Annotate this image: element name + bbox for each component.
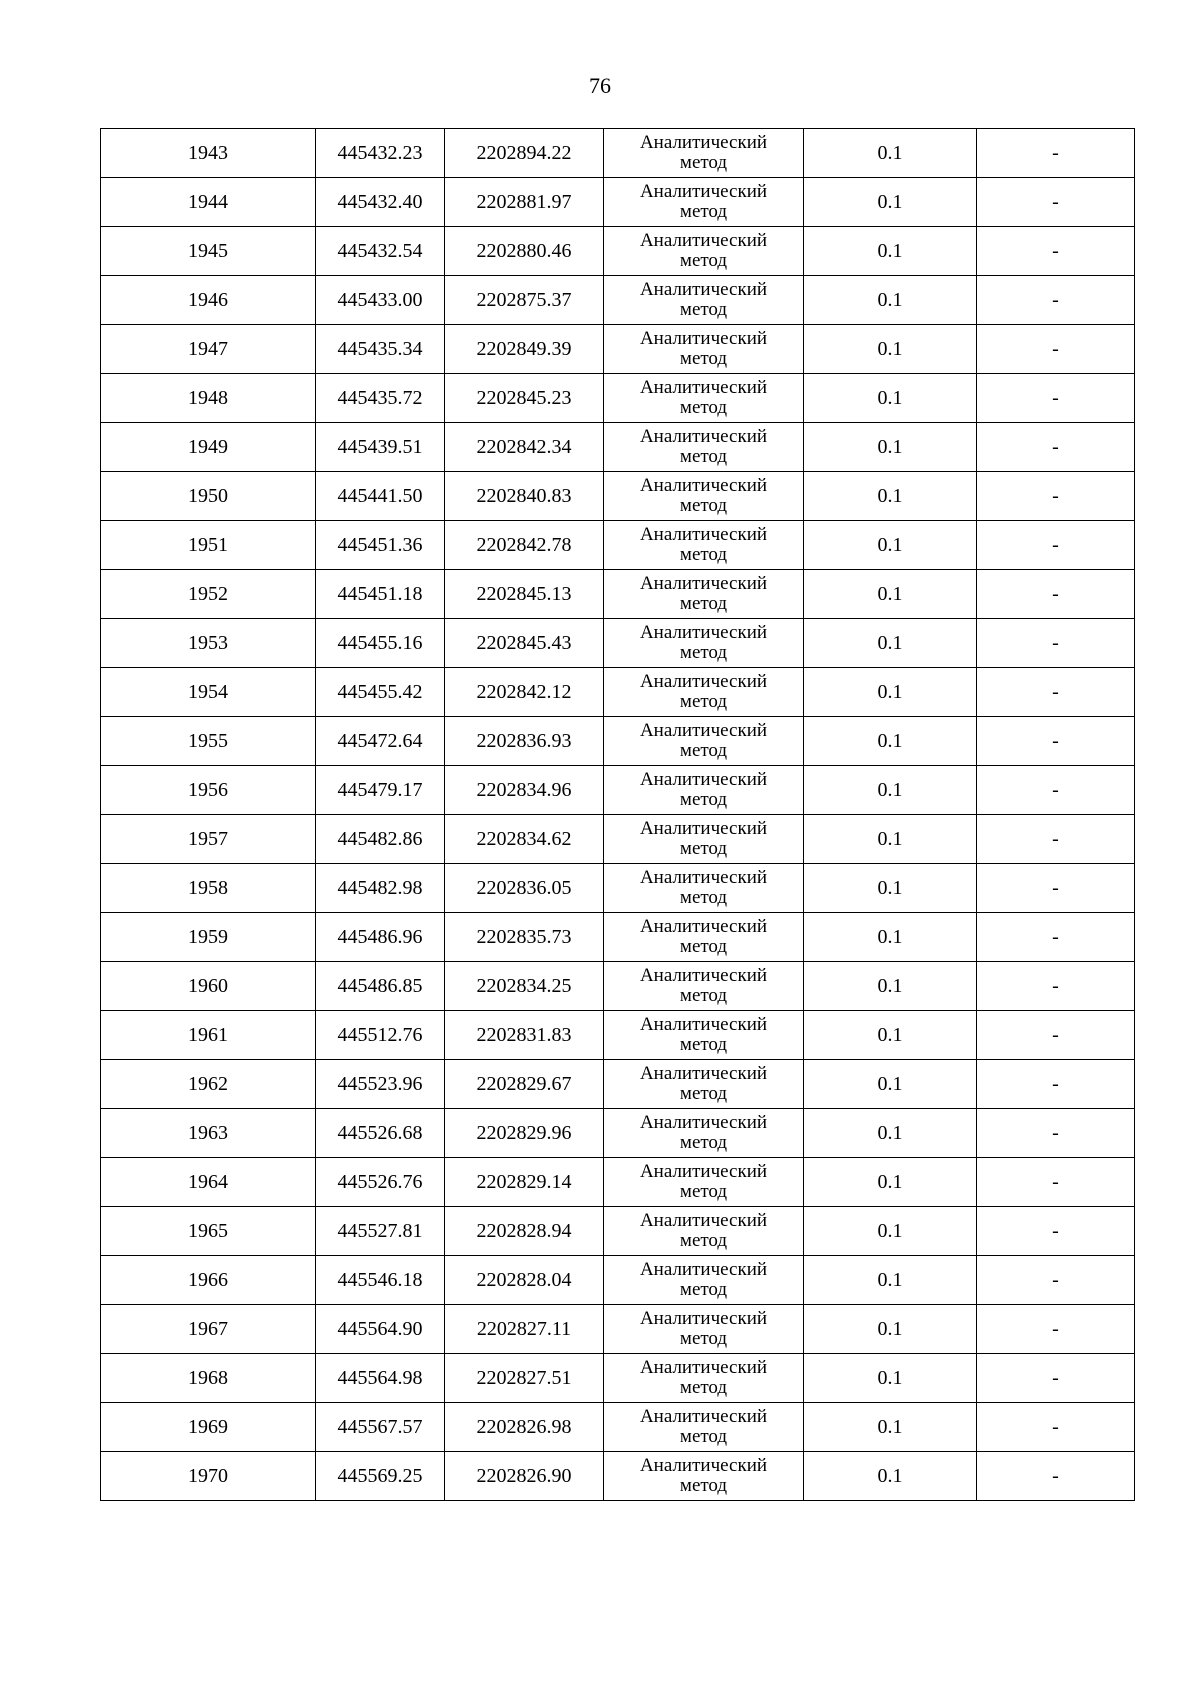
x-coordinate-cell: 445432.40 [316,178,445,227]
method-line-1: Аналитический [639,328,768,349]
method-cell [604,423,804,472]
method-line-2: метод [679,250,728,271]
point-number-cell: 1951 [101,521,316,570]
point-number-cell: 1953 [101,619,316,668]
accuracy-cell: 0.1 [804,815,977,864]
note-cell: - [977,1011,1135,1060]
table-row [101,1354,1135,1403]
method-cell [604,129,804,178]
table-row [101,1256,1135,1305]
x-coordinate-cell: 445564.98 [316,1354,445,1403]
table-row [101,1109,1135,1158]
point-number-cell: 1952 [101,570,316,619]
x-coordinate-cell: 445432.54 [316,227,445,276]
method-line-1: Аналитический [639,818,768,839]
note-cell: - [977,374,1135,423]
note-cell: - [977,913,1135,962]
method-cell [604,815,804,864]
table-row [101,325,1135,374]
note-cell: - [977,619,1135,668]
x-coordinate-cell: 445435.72 [316,374,445,423]
y-coordinate-cell: 2202829.14 [445,1158,604,1207]
x-coordinate-cell: 445486.85 [316,962,445,1011]
table-row [101,1452,1135,1501]
y-coordinate-cell: 2202881.97 [445,178,604,227]
coordinates-table-body [101,129,1135,1501]
y-coordinate-cell: 2202827.11 [445,1305,604,1354]
method-line-1: Аналитический [639,1063,768,1084]
method-cell [604,374,804,423]
point-number-cell: 1944 [101,178,316,227]
table-row [101,1158,1135,1207]
y-coordinate-cell: 2202845.43 [445,619,604,668]
point-number-cell: 1962 [101,1060,316,1109]
page-number: 76 [589,73,611,98]
note-cell: - [977,423,1135,472]
note-cell: - [977,1207,1135,1256]
y-coordinate-cell: 2202842.78 [445,521,604,570]
x-coordinate-cell: 445479.17 [316,766,445,815]
note-cell: - [977,472,1135,521]
method-line-2: метод [679,1181,728,1202]
table-row [101,1011,1135,1060]
method-cell [604,1207,804,1256]
x-coordinate-cell: 445432.23 [316,129,445,178]
point-number-cell: 1948 [101,374,316,423]
y-coordinate-cell: 2202849.39 [445,325,604,374]
method-line-1: Аналитический [639,1308,768,1329]
method-line-1: Аналитический [639,1161,768,1182]
table-row [101,570,1135,619]
method-line-1: Аналитический [639,965,768,986]
y-coordinate-cell: 2202834.96 [445,766,604,815]
method-line-2: метод [679,544,728,565]
method-cell [604,619,804,668]
y-coordinate-cell: 2202880.46 [445,227,604,276]
method-line-2: метод [679,495,728,516]
x-coordinate-cell: 445472.64 [316,717,445,766]
accuracy-cell: 0.1 [804,619,977,668]
note-cell: - [977,129,1135,178]
x-coordinate-cell: 445526.68 [316,1109,445,1158]
y-coordinate-cell: 2202840.83 [445,472,604,521]
accuracy-cell: 0.1 [804,1011,977,1060]
note-cell: - [977,1403,1135,1452]
y-coordinate-cell: 2202829.67 [445,1060,604,1109]
x-coordinate-cell: 445433.00 [316,276,445,325]
y-coordinate-cell: 2202827.51 [445,1354,604,1403]
y-coordinate-cell: 2202831.83 [445,1011,604,1060]
x-coordinate-cell: 445512.76 [316,1011,445,1060]
coordinates-table [100,128,1135,1501]
method-cell [604,1060,804,1109]
note-cell: - [977,276,1135,325]
method-line-1: Аналитический [639,1406,768,1427]
y-coordinate-cell: 2202826.98 [445,1403,604,1452]
x-coordinate-cell: 445569.25 [316,1452,445,1501]
accuracy-cell: 0.1 [804,129,977,178]
method-line-2: метод [679,593,728,614]
method-cell [604,1403,804,1452]
y-coordinate-cell: 2202835.73 [445,913,604,962]
note-cell: - [977,570,1135,619]
method-line-2: метод [679,789,728,810]
y-coordinate-cell: 2202845.23 [445,374,604,423]
accuracy-cell: 0.1 [804,1452,977,1501]
method-cell [604,1109,804,1158]
table-row [101,864,1135,913]
y-coordinate-cell: 2202834.25 [445,962,604,1011]
method-cell [604,570,804,619]
note-cell: - [977,1158,1135,1207]
accuracy-cell: 0.1 [804,374,977,423]
table-row [101,129,1135,178]
table-row [101,962,1135,1011]
note-cell: - [977,227,1135,276]
point-number-cell: 1956 [101,766,316,815]
x-coordinate-cell: 445451.18 [316,570,445,619]
accuracy-cell: 0.1 [804,570,977,619]
method-cell [604,962,804,1011]
method-line-1: Аналитический [639,622,768,643]
table-row [101,521,1135,570]
method-line-2: метод [679,1034,728,1055]
table-row [101,619,1135,668]
table-row [101,227,1135,276]
x-coordinate-cell: 445455.42 [316,668,445,717]
method-line-2: метод [679,201,728,222]
method-line-2: метод [679,1230,728,1251]
accuracy-cell: 0.1 [804,472,977,521]
point-number-cell: 1958 [101,864,316,913]
method-cell [604,1452,804,1501]
method-cell [604,472,804,521]
point-number-cell: 1946 [101,276,316,325]
point-number-cell: 1945 [101,227,316,276]
table-row [101,472,1135,521]
point-number-cell: 1943 [101,129,316,178]
point-number-cell: 1954 [101,668,316,717]
method-cell [604,668,804,717]
method-line-1: Аналитический [639,132,768,153]
y-coordinate-cell: 2202836.05 [445,864,604,913]
method-line-2: метод [679,1083,728,1104]
note-cell: - [977,521,1135,570]
point-number-cell: 1957 [101,815,316,864]
method-cell [604,521,804,570]
note-cell: - [977,962,1135,1011]
y-coordinate-cell: 2202828.04 [445,1256,604,1305]
x-coordinate-cell: 445439.51 [316,423,445,472]
accuracy-cell: 0.1 [804,1305,977,1354]
accuracy-cell: 0.1 [804,1403,977,1452]
y-coordinate-cell: 2202826.90 [445,1452,604,1501]
x-coordinate-cell: 445482.86 [316,815,445,864]
y-coordinate-cell: 2202845.13 [445,570,604,619]
point-number-cell: 1966 [101,1256,316,1305]
point-number-cell: 1949 [101,423,316,472]
table-row [101,423,1135,472]
x-coordinate-cell: 445567.57 [316,1403,445,1452]
point-number-cell: 1959 [101,913,316,962]
point-number-cell: 1968 [101,1354,316,1403]
table-row [101,1207,1135,1256]
table-row [101,276,1135,325]
y-coordinate-cell: 2202829.96 [445,1109,604,1158]
x-coordinate-cell: 445526.76 [316,1158,445,1207]
method-cell [604,766,804,815]
accuracy-cell: 0.1 [804,276,977,325]
x-coordinate-cell: 445486.96 [316,913,445,962]
method-cell [604,276,804,325]
method-line-2: метод [679,1328,728,1349]
x-coordinate-cell: 445455.16 [316,619,445,668]
method-line-2: метод [679,1377,728,1398]
y-coordinate-cell: 2202836.93 [445,717,604,766]
note-cell: - [977,717,1135,766]
note-cell: - [977,1305,1135,1354]
table-row [101,1305,1135,1354]
method-line-1: Аналитический [639,1014,768,1035]
method-cell [604,1256,804,1305]
method-line-1: Аналитический [639,867,768,888]
method-line-2: метод [679,299,728,320]
table-row [101,1403,1135,1452]
point-number-cell: 1947 [101,325,316,374]
accuracy-cell: 0.1 [804,1207,977,1256]
method-line-1: Аналитический [639,1210,768,1231]
method-cell [604,1305,804,1354]
method-line-2: метод [679,740,728,761]
method-line-2: метод [679,887,728,908]
note-cell: - [977,1256,1135,1305]
method-cell [604,913,804,962]
note-cell: - [977,668,1135,717]
y-coordinate-cell: 2202842.34 [445,423,604,472]
method-line-2: метод [679,642,728,663]
note-cell: - [977,1354,1135,1403]
method-line-2: метод [679,348,728,369]
method-cell [604,325,804,374]
x-coordinate-cell: 445523.96 [316,1060,445,1109]
method-line-2: метод [679,985,728,1006]
table-row [101,913,1135,962]
note-cell: - [977,1109,1135,1158]
table-row [101,178,1135,227]
method-cell [604,864,804,913]
y-coordinate-cell: 2202828.94 [445,1207,604,1256]
x-coordinate-cell: 445451.36 [316,521,445,570]
method-cell [604,1354,804,1403]
x-coordinate-cell: 445564.90 [316,1305,445,1354]
table-row [101,374,1135,423]
method-line-1: Аналитический [639,181,768,202]
accuracy-cell: 0.1 [804,178,977,227]
note-cell: - [977,815,1135,864]
table-row [101,717,1135,766]
table-row [101,815,1135,864]
method-line-1: Аналитический [639,1357,768,1378]
point-number-cell: 1965 [101,1207,316,1256]
method-line-2: метод [679,691,728,712]
method-line-1: Аналитический [639,279,768,300]
method-line-2: метод [679,152,728,173]
accuracy-cell: 0.1 [804,864,977,913]
note-cell: - [977,325,1135,374]
method-line-1: Аналитический [639,1112,768,1133]
method-line-1: Аналитический [639,524,768,545]
accuracy-cell: 0.1 [804,1158,977,1207]
method-line-1: Аналитический [639,1455,768,1476]
note-cell: - [977,178,1135,227]
note-cell: - [977,1452,1135,1501]
note-cell: - [977,864,1135,913]
method-line-1: Аналитический [639,230,768,251]
table-row [101,668,1135,717]
method-line-2: метод [679,1279,728,1300]
accuracy-cell: 0.1 [804,521,977,570]
accuracy-cell: 0.1 [804,717,977,766]
method-cell [604,717,804,766]
table-row [101,766,1135,815]
accuracy-cell: 0.1 [804,227,977,276]
method-line-1: Аналитический [639,769,768,790]
note-cell: - [977,766,1135,815]
y-coordinate-cell: 2202894.22 [445,129,604,178]
accuracy-cell: 0.1 [804,1256,977,1305]
point-number-cell: 1969 [101,1403,316,1452]
method-line-2: метод [679,1132,728,1153]
accuracy-cell: 0.1 [804,962,977,1011]
method-line-1: Аналитический [639,426,768,447]
accuracy-cell: 0.1 [804,913,977,962]
note-cell: - [977,1060,1135,1109]
table-row [101,1060,1135,1109]
y-coordinate-cell: 2202875.37 [445,276,604,325]
accuracy-cell: 0.1 [804,766,977,815]
method-line-2: метод [679,1475,728,1496]
point-number-cell: 1963 [101,1109,316,1158]
method-line-1: Аналитический [639,720,768,741]
y-coordinate-cell: 2202834.62 [445,815,604,864]
point-number-cell: 1964 [101,1158,316,1207]
method-line-1: Аналитический [639,573,768,594]
x-coordinate-cell: 445435.34 [316,325,445,374]
method-line-1: Аналитический [639,671,768,692]
x-coordinate-cell: 445527.81 [316,1207,445,1256]
x-coordinate-cell: 445441.50 [316,472,445,521]
accuracy-cell: 0.1 [804,1109,977,1158]
method-cell [604,227,804,276]
point-number-cell: 1967 [101,1305,316,1354]
accuracy-cell: 0.1 [804,1354,977,1403]
x-coordinate-cell: 445546.18 [316,1256,445,1305]
accuracy-cell: 0.1 [804,1060,977,1109]
method-line-2: метод [679,838,728,859]
x-coordinate-cell: 445482.98 [316,864,445,913]
method-cell [604,1158,804,1207]
point-number-cell: 1960 [101,962,316,1011]
method-line-1: Аналитический [639,916,768,937]
point-number-cell: 1970 [101,1452,316,1501]
accuracy-cell: 0.1 [804,423,977,472]
point-number-cell: 1950 [101,472,316,521]
method-line-2: метод [679,1426,728,1447]
method-line-2: метод [679,446,728,467]
method-cell [604,178,804,227]
point-number-cell: 1955 [101,717,316,766]
accuracy-cell: 0.1 [804,668,977,717]
method-cell [604,1011,804,1060]
method-line-1: Аналитический [639,475,768,496]
accuracy-cell: 0.1 [804,325,977,374]
method-line-2: метод [679,397,728,418]
y-coordinate-cell: 2202842.12 [445,668,604,717]
method-line-2: метод [679,936,728,957]
point-number-cell: 1961 [101,1011,316,1060]
method-line-1: Аналитический [639,377,768,398]
method-line-1: Аналитический [639,1259,768,1280]
